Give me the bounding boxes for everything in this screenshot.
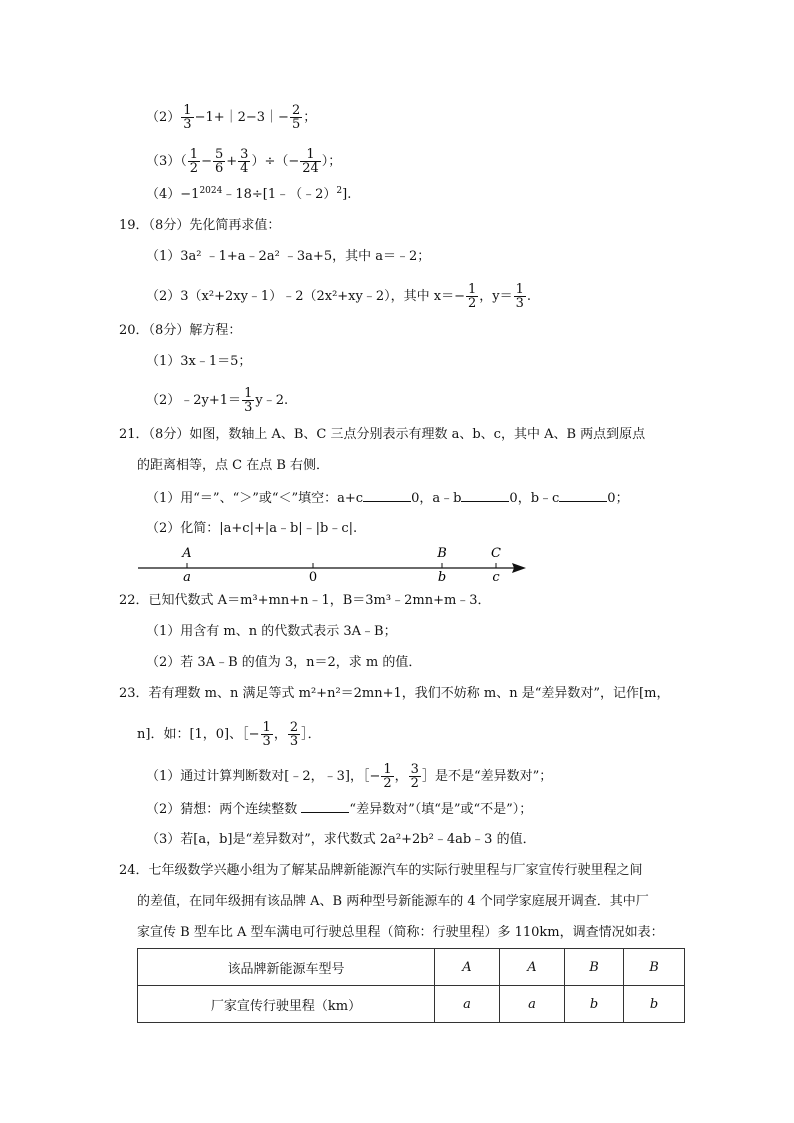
fraction: $\frac{3}{4}$ [240, 147, 249, 176]
label-c: c [492, 570, 500, 585]
q24-line1: 24．七年级数学兴趣小组为了解某品牌新能源汽车的实际行驶里程与厂家宣传行驶里程之间 [119, 863, 643, 878]
fraction: $\frac{2}{5}$ [291, 103, 301, 132]
q22-part1: （1）用含有 m、n 的代数式表示 3A﹣B； [146, 624, 397, 639]
table-cell: B [624, 949, 685, 986]
q19-part1: （1）3a² ﹣1+a﹣2a² ﹣3a+5，其中 a＝﹣2； [146, 249, 431, 264]
table-header-cell: 厂家宣传行驶里程（km） [138, 986, 435, 1023]
q21-line1: 21．（8分）如图，数轴上 A、B、C 三点分别表示有理数 a、b、c，其中 A、B 两点到原点 [119, 427, 646, 442]
fraction: $\frac{1}{3}$ [515, 282, 524, 311]
table-row [138, 949, 685, 986]
table-cell: B [565, 949, 624, 986]
table-cell: b [565, 986, 624, 1023]
fraction: $\frac{1}{3}$ [183, 103, 192, 132]
q20-part1: （1）3x﹣1＝5； [146, 354, 252, 369]
label-C: C [491, 546, 501, 561]
answer-blank[interactable] [559, 489, 607, 502]
label-B: B [437, 546, 447, 561]
number-line [136, 545, 536, 585]
answer-blank[interactable] [301, 800, 349, 813]
table-cell: A [500, 949, 565, 986]
label-zero: 0 [308, 570, 318, 585]
answer-blank[interactable] [461, 489, 509, 502]
q21-part2: （2）化简：|a+c|+|a﹣b|﹣|b﹣c|. [146, 521, 358, 536]
fraction: $\frac{1}{2}$ [383, 762, 392, 791]
q22-title: 22．已知代数式 A＝m³+mn+n﹣1，B＝3m³﹣2mn+m﹣3． [119, 593, 491, 608]
q21-part1: （1）用“＝”、“＞”或“＜”填空：a+c 0，a﹣b 0，b﹣c 0； [146, 491, 629, 506]
fraction: $\frac{3}{2}$ [410, 762, 419, 791]
q21-line2: 的距离相等，点 C 在点 B 右侧． [137, 458, 330, 473]
fraction: $\frac{1}{24}$ [302, 147, 319, 176]
q23-line1: 23．若有理数 m、n 满足等式 m²+n²＝2mn+1，我们不妨称 m、n 是“差异数对”，记作[m， [119, 686, 670, 701]
fraction: $\frac{5}{6}$ [214, 147, 224, 176]
table-cell: A [435, 949, 500, 986]
q23-line2: n]．如：[1，0]、［− $\frac{1}{3}$ ， $\frac{2}{3}$ ］． [137, 720, 321, 749]
q20-part2: （2）﹣2y+1＝ $\frac{1}{3}$ y﹣2. [146, 386, 289, 415]
fraction: $\frac{1}{2}$ [189, 147, 199, 176]
fraction: $\frac{1}{3}$ [262, 720, 271, 749]
fraction: $\frac{2}{3}$ [289, 720, 299, 749]
table-row [138, 986, 685, 1023]
table-cell: a [435, 986, 500, 1023]
q19-part2: （2）3（x²+2xy﹣1）﹣2（2x²+xy﹣2），其中 x＝− $\frac{1}{2}$ ，y＝ $\frac{1}{3}$ . [146, 282, 532, 311]
q20-title: 20．（8分）解方程： [119, 323, 242, 338]
q24-line3: 家宣传 B 型车比 A 型车满电可行驶总里程（简称：行驶里程）多 110km，调查情况如表： [137, 925, 664, 940]
q22-part2: （2）若 3A﹣B 的值为 3，n＝2，求 m 的值． [146, 655, 422, 670]
answer-blank[interactable] [363, 489, 411, 502]
fraction: $\frac{1}{2}$ [467, 282, 477, 311]
q23-part2: （2）猜想：两个连续整数 “差异数对”（填“是”或“不是”）； [146, 802, 533, 817]
q23-part1: （1）通过计算判断数对[﹣2，﹣3]，［− $\frac{1}{2}$ ， $\frac{3}{2}$ ］是不是“差异数对”； [146, 762, 553, 791]
axis-arrow [512, 563, 526, 573]
q23-part3: （3）若[a，b]是“差异数对”，求代数式 2a²+2b²﹣4ab﹣3 的值． [146, 832, 536, 847]
label-A: A [182, 546, 192, 561]
q18-part2: （2） $\frac{1}{3}$ −1+｜2−3｜− $\frac{2}{5}$ ； [146, 103, 317, 132]
fraction: $\frac{1}{3}$ [244, 386, 253, 415]
label-b: b [437, 570, 447, 585]
q18-part4: $(4)-1^{2024}﹣18\div[1﹣(﹣2)^2]$. [146, 186, 352, 202]
label-a: a [183, 570, 191, 585]
q19-title: 19．（8分）先化简再求值： [119, 218, 281, 233]
table-header-cell: 该品牌新能源车型号 [138, 949, 435, 986]
table-cell: a [500, 986, 565, 1023]
survey-table [137, 948, 685, 1023]
table-cell: b [624, 986, 685, 1023]
q18-part3: （3）（ $\frac{1}{2}$ − $\frac{5}{6}$ + $\frac{3}{4}$ ）÷（− $\frac{1}{24}$ ）； [146, 147, 342, 176]
q24-line2: 的差值，在同年级拥有该品牌 A、B 两种型号新能源车的 4 个同学家庭展开调查．其中厂 [137, 894, 649, 909]
